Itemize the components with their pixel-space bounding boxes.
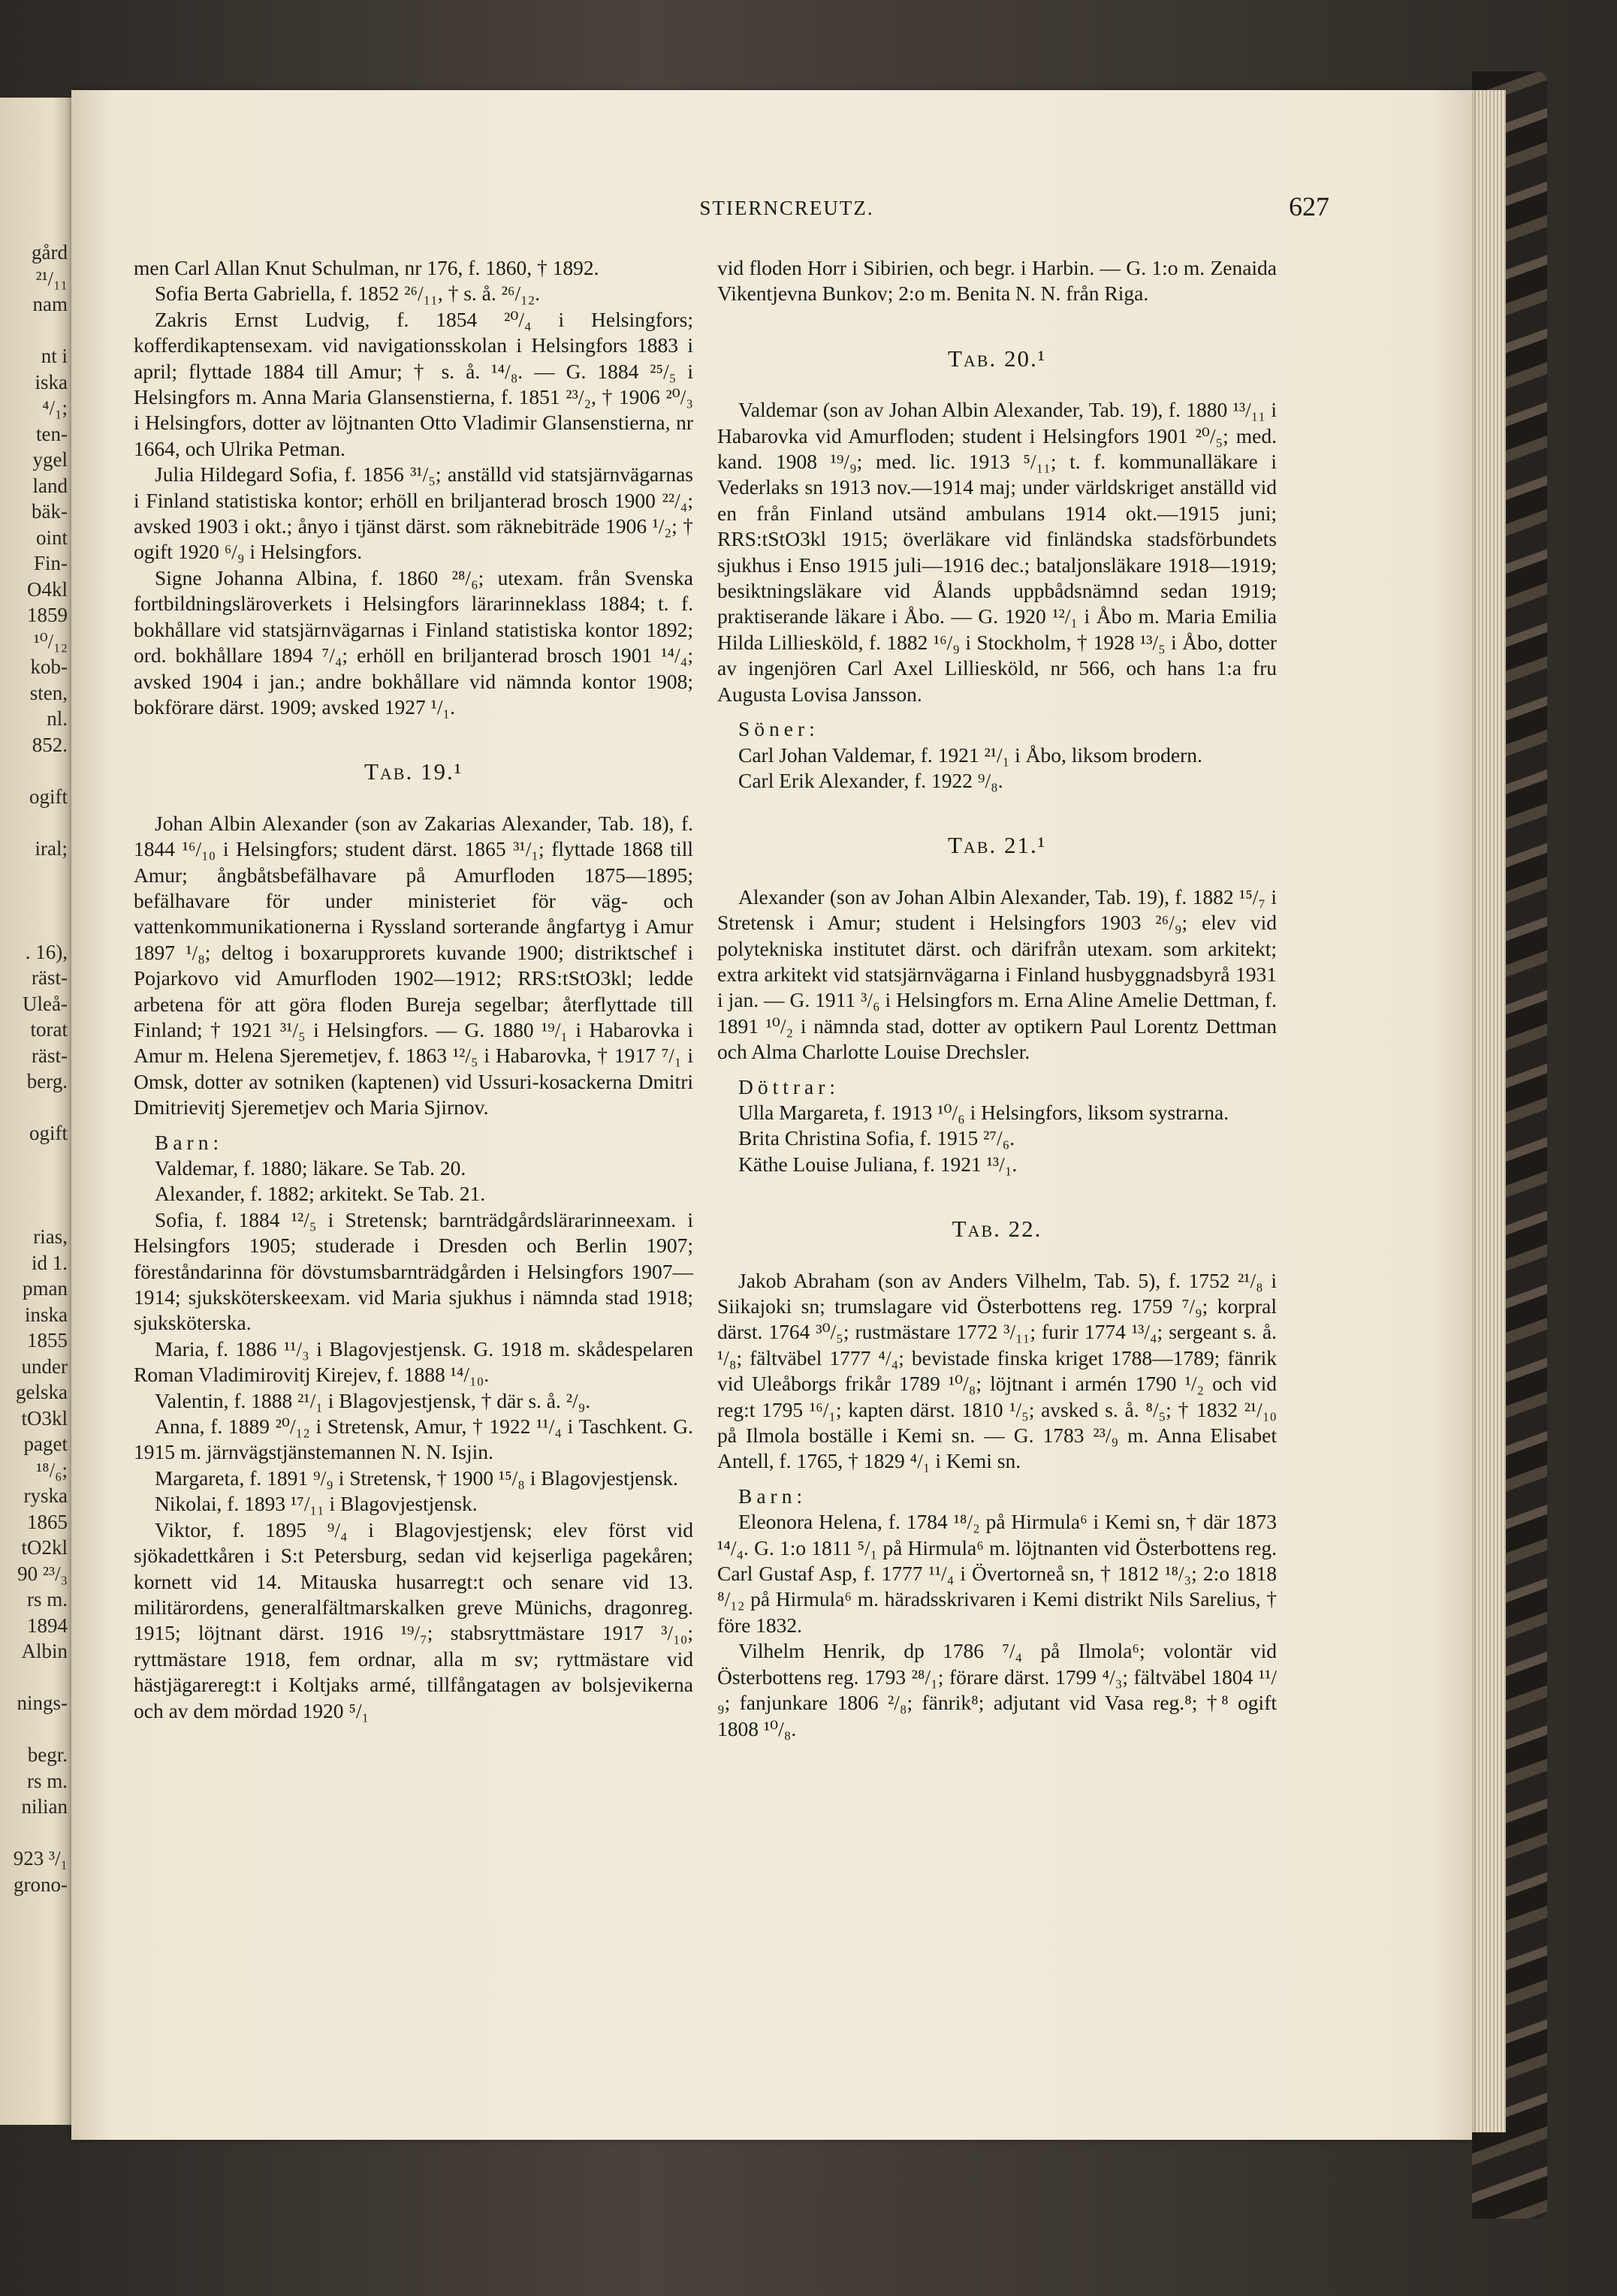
entry-paragraph: Carl Erik Alexander, f. 1922 ⁹/₈. <box>738 768 1003 792</box>
tab-heading: Tab. 19.¹ <box>364 758 463 785</box>
facing-page-text: 852. <box>32 733 68 756</box>
facing-page-text: nilian <box>21 1795 68 1818</box>
subheading: Döttrar: <box>738 1074 840 1098</box>
tab-heading: Tab. 20.¹ <box>947 345 1047 372</box>
entry-paragraph: Sofia Berta Gabriella, f. 1852 ²⁶/₁₁, † s. å. ²⁶/₁₂. <box>155 282 541 306</box>
facing-page-text: 90 ²³/₃ <box>17 1562 68 1585</box>
entry-paragraph: Zakris Ernst Ludvig, f. 1854 ²⁰/₄ i Helsingfors; kofferdikaptensexam. vid navigationsskolan i Helsingfors 1883 i april; flyttade 1884 till Amur; † s. å. ¹⁴/₈. — G. 1884 ²⁵/₅ i Helsingfors m. Anna Maria Glansenstierna, f. 1851 ²³/₂, † 1906 ²⁰/₃ i Helsingfors, dotter av löjtnanten Otto Vladimir Glansenstierna, nr 1664, och Ulrika Petman. <box>134 307 693 460</box>
page-edges <box>1468 90 1506 2132</box>
facing-page-text: inska <box>25 1303 68 1326</box>
facing-page-text: O4kl <box>27 577 68 601</box>
subheading: Barn: <box>738 1484 807 1508</box>
tab-heading: Tab. 21.¹ <box>947 832 1047 859</box>
entry-paragraph: Johan Albin Alexander (son av Zakarias Alexander, Tab. 18), f. 1844 ¹⁶/₁₀ i Helsingfors; student därst. 1865 ³¹/₁; flyttade 1868 till Amur; ångbåtsbefälhavare på Amurfloden 1875—1895; befälhavare för under ministeriet för väg- och vattenkommunikationerna i Ryssland sorterande ångfartyg i Amur 1897 ¹/₈; deltog i boxarupprorets kuvande 1900; distriktschef i Pojarkovo vid Amurfloden 1902—1912; RRS:tStO3kl; ledde arbetena för att göra floden Bureja segelbar; återflyttade till Finland; † 1921 ³¹/₅ i Helsingfors. — G. 1880 ¹⁹/₁ i Habarovka i Amur m. Helena Sjeremetjev, f. 1863 ¹²/₅ i Habarovka, † 1917 ⁷/₁ i Omsk, dotter av sotniken (kaptenen) vid Ussuri-kosackerna Dmitri Dmitrievitj Sjeremetjev och Maria Sjirnov. <box>134 811 693 1119</box>
facing-page-text: iral; <box>35 836 68 860</box>
facing-page-text: pman <box>23 1277 68 1300</box>
facing-page-text: rias, <box>33 1225 68 1248</box>
entry-paragraph: Viktor, f. 1895 ⁹/₄ i Blagovjestjensk; elev först vid sjökadettkåren i S:t Petersburg, sedan vid kejserliga pagekåren; kornett vid 14. Mitauska husarregt:t och senare vid 13. militärordens, generalfältmarskalken greve Münichs, dragonreg. 1915; löjtnant därst. 1916 ¹⁹/₇; stabsryttmästare 1917 ³/₁₀; ryttmästare 1918, fem ordnar, alla m sv; ryttmästare vid hästjägareregt:t i Koltjaks armé, tillfångatagen av bolsjevikerna och av dem mördad 1920 ⁵/₁ <box>134 1517 693 1722</box>
facing-page-text: 1855 <box>27 1329 68 1351</box>
entry-paragraph: Brita Christina Sofia, f. 1915 ²⁷/₆. <box>738 1126 1015 1150</box>
facing-page-text: torat <box>30 1018 68 1041</box>
facing-page-text: kob- <box>30 655 68 678</box>
facing-page-text: rs m. <box>27 1588 68 1611</box>
facing-page-text: under <box>21 1354 68 1378</box>
facing-page-text: ¹⁸/₆; <box>36 1458 68 1481</box>
facing-page-text: berg. <box>26 1070 68 1092</box>
facing-page-text: nings- <box>17 1692 68 1714</box>
facing-page-text: 1894 <box>27 1614 68 1637</box>
subheading: Söner: <box>738 717 819 741</box>
facing-page-text: ten- <box>36 422 68 445</box>
facing-page-text: rs m. <box>27 1769 68 1792</box>
entry-paragraph: Jakob Abraham (son av Anders Vilhelm, Tab. 5), f. 1752 ²¹/₈ i Siikajoki sn; trumslagare vid Österbottens reg. 1759 ⁷/₉; korpral därst. 1764 ³⁰/₅; rustmästare 1772 ³/₁₁; furir 1774 ¹³/₄; sergeant s. å. ¹/₈; fältväbel 1777 ⁴/₄; bevistade finska kriget 1788—1789; fänrik vid Uleåborgs frikår 1789 ¹⁰/₈; löjtnant i armén 1790 ¹/₂ och vid reg:t 1795 ¹⁶/₁; kapten därst. 1810 ¹/₅; avsked s. å. ⁸/₅; † 1832 ²¹/₁₀ på Ilmola boställe i Kemi sn. — G. 1783 ²³/₉ m. Anna Elisabet Antell, f. 1765, † 1829 ⁴/₁ i Kemi sn. <box>717 1268 1277 1473</box>
facing-page-text: räst- <box>32 966 68 989</box>
facing-page-text: sten, <box>29 681 68 704</box>
facing-page-text: 1859 <box>27 604 68 626</box>
subheading: Barn: <box>155 1130 224 1154</box>
entry-paragraph: Vilhelm Henrik, dp 1786 ⁷/₄ på Ilmola⁶; volontär vid Österbottens reg. 1793 ²⁸/₁; förare därst. 1799 ⁴/₃; fältväbel 1804 ¹¹/₉; fanjunkare 1806 ²/₈; fänrik⁸; adjutant vid Vasa reg.⁸; †⁸ ogift 1808 ¹⁰/₈. <box>717 1639 1277 1740</box>
entry-paragraph: Ulla Margareta, f. 1913 ¹⁰/₆ i Helsingfors, liksom systrarna. <box>738 1100 1229 1124</box>
entry-paragraph: Sofia, f. 1884 ¹²/₅ i Stretensk; barnträdgårdslärarinneexam. i Helsingfors 1905; studerade i Dresden och Berlin 1907; föreståndarinna för dövstumsbarnträdgården i Helsingfors 1907—1914; sjuksköterskeexam. vid Maria sjukhus i nämnda stad 1918; sjuksköterska. <box>134 1207 693 1335</box>
entry-paragraph: Anna, f. 1889 ²⁰/₁₂ i Stretensk, Amur, † 1922 ¹¹/₄ i Taschkent. G. 1915 m. järnvägstjänstemannen N. N. Isjin. <box>134 1415 693 1464</box>
facing-page-text: Albin <box>21 1640 68 1662</box>
facing-page-text: oint <box>35 526 68 549</box>
facing-page-text: ¹⁰/₁₂ <box>33 629 68 652</box>
facing-page-text: ²¹/₁₁ <box>35 267 68 290</box>
facing-page-text: nt i <box>41 345 68 367</box>
facing-page-text: id 1. <box>31 1251 68 1274</box>
facing-page-text: begr. <box>27 1743 68 1766</box>
facing-page-text: land <box>32 474 68 497</box>
running-head: STIERNCREUTZ. <box>699 197 874 219</box>
facing-page-text: Uleå- <box>23 992 68 1015</box>
entry-paragraph: men Carl Allan Knut Schulman, nr 176, f. 1860, † 1892. <box>134 256 599 279</box>
facing-page-text: iska <box>35 370 68 393</box>
facing-page-text: räst- <box>32 1044 68 1067</box>
entry-paragraph: Valdemar (son av Johan Albin Alexander, Tab. 19), f. 1880 ¹³/₁₁ i Habarovka vid Amurfloden; student i Helsingfors 1901 ²⁰/₅; med. kand. 1908 ¹⁹/₉; med. lic. 1913 ⁵/₁₁; t. f. kommunalläkare i Vederlaks sn 1913 nov.—1914 maj; under världskriget anställd vid en från Finland utsänd ambulans 1914 okt.—1915 juni; RRS:tStO3kl 1915; överläkare vid finländska stadsförbundets sjukhus i Enso 1915 juli—1916 dec.; bataljonsläkare 1918—1919; besiktningsläkare vid Ålands uppbådsnämnd sedan 1919; praktiserande läkare i Åbo. — G. 1920 ¹²/₁ i Åbo m. Maria Emilia Hilda Lilliesköld, f. 1882 ¹⁶/₉ i Stockholm, † 1928 ¹³/₅ i Åbo, dotter av ingenjören Carl Axel Lilliesköld, nr 566, och hans 1:a fru Augusta Lovisa Jansson. <box>717 398 1277 706</box>
entry-paragraph: Alexander, f. 1882; arkitekt. Se Tab. 21. <box>155 1182 486 1206</box>
entry-paragraph: Margareta, f. 1891 ⁹/₉ i Stretensk, † 1900 ¹⁵/₈ i Blagovjestjensk. <box>155 1466 678 1490</box>
entry-paragraph: Eleonora Helena, f. 1784 ¹⁸/₂ på Hirmula⁶ i Kemi sn, † där 1873 ¹⁴/₄. G. 1:o 1811 ⁵/₁ på Hirmula⁶ m. löjtnanten vid Österbottens reg. Carl Gustaf Asp, f. 1777 ¹¹/₄ i Övertorneå sn, † 1812 ¹⁸/₃; 2:o 1818 ⁸/₁₂ på Hirmula⁶ m. häradsskrivaren i Kemi distrikt Nils Sarelius, † före 1832. <box>717 1510 1277 1637</box>
facing-page-fragment <box>0 98 75 2125</box>
facing-page-text: ogift <box>29 1122 68 1144</box>
entry-paragraph: Valentin, f. 1888 ²¹/₁ i Blagovjestjensk, † där s. å. ²/₉. <box>155 1388 591 1412</box>
facing-page-text: bäk- <box>32 500 68 523</box>
entry-paragraph: vid floden Horr i Sibirien, och begr. i Harbin. — G. 1:o m. Zenaida Vikentjevna Bunkov; 2:o m. Benita N. N. från Riga. <box>717 256 1277 306</box>
entry-paragraph: Signe Johanna Albina, f. 1860 ²⁸/₆; utexam. från Svenska fortbildningsläroverkets i Helsingfors lärarinneklass 1884; t. f. bokhållare vid statsjärnvägarnas i Finland statistiska kontor 1892; ord. bokhållare 1894 ⁷/₄; erhöll en briljanterad brosch 1901 ¹⁴/₄; avsked 1904 i jan.; andre bokhållare vid nämnda kontor 1908; bokförare därst. 1909; avsked 1927 ¹/₁. <box>134 565 693 719</box>
entry-paragraph: Käthe Louise Juliana, f. 1921 ¹³/₁. <box>738 1152 1018 1176</box>
facing-page-text: ⁴/₁; <box>42 396 68 419</box>
facing-page-text: nl. <box>47 707 68 730</box>
facing-page-text: nam <box>32 293 68 315</box>
facing-page-text: paget <box>23 1433 68 1455</box>
facing-page-text: tO2kl <box>21 1536 68 1559</box>
entry-paragraph: Nikolai, f. 1893 ¹⁷/₁₁ i Blagovjestjensk. <box>155 1492 478 1516</box>
facing-page-text: ogift <box>29 785 68 808</box>
entry-paragraph: Maria, f. 1886 ¹¹/₃ i Blagovjestjensk. G. 1918 m. skådespelaren Roman Vladimirovitj Kirejev, f. 1888 ¹⁴/₁₀. <box>134 1336 693 1387</box>
entry-paragraph: Valdemar, f. 1880; läkare. Se Tab. 20. <box>155 1156 466 1180</box>
facing-page-text: tO3kl <box>21 1406 68 1430</box>
page-number: 627 <box>1289 191 1329 221</box>
entry-paragraph: Alexander (son av Johan Albin Alexander, Tab. 19), f. 1882 ¹⁵/₇ i Stretensk i Amur; student i Helsingfors 1903 ²⁶/₉; elev vid polytekniska institutet därst. och därifrån utexam. som arkitekt; extra arkitekt vid statsjärnvägarna i Finland husbyggnadsbyrå 1931 i jan. — G. 1911 ³/₆ i Helsingfors m. Erna Aline Amelie Dettman, f. 1891 ¹⁰/₂ i nämnda stad, dotter av optikern Paul Lorentz Dettman och Alma Charlotte Louise Drechsler. <box>717 884 1277 1064</box>
facing-page-text: . 16), <box>25 940 68 963</box>
left-column <box>134 255 693 1724</box>
right-column <box>717 255 1277 1742</box>
entry-paragraph: Carl Johan Valdemar, f. 1921 ²¹/₁ i Åbo, liksom brodern. <box>738 743 1202 767</box>
facing-page-text: gelska <box>16 1381 68 1403</box>
facing-page-text: grono- <box>14 1873 68 1896</box>
entry-paragraph: Julia Hildegard Sofia, f. 1856 ³¹/₅; anställd vid statsjärnvägarnas i Finland statistiska kontor; erhöll en briljanterad brosch 1900 ²²/₄; avsked 1903 i okt.; ånyo i tjänst därst. som räknebiträde 1906 ¹/₂; † ogift 1920 ⁶/₉ i Helsingfors. <box>134 463 693 564</box>
facing-page-text: ryska <box>23 1484 68 1507</box>
facing-page-text: 923 ³/₁ <box>13 1847 68 1870</box>
facing-page-text: 1865 <box>27 1510 68 1533</box>
facing-page-text: ygel <box>32 448 68 471</box>
facing-page-text: gård <box>32 241 68 264</box>
book-page <box>71 90 1472 2140</box>
facing-page-text: Fin- <box>33 552 68 574</box>
tab-heading: Tab. 22. <box>952 1216 1042 1243</box>
